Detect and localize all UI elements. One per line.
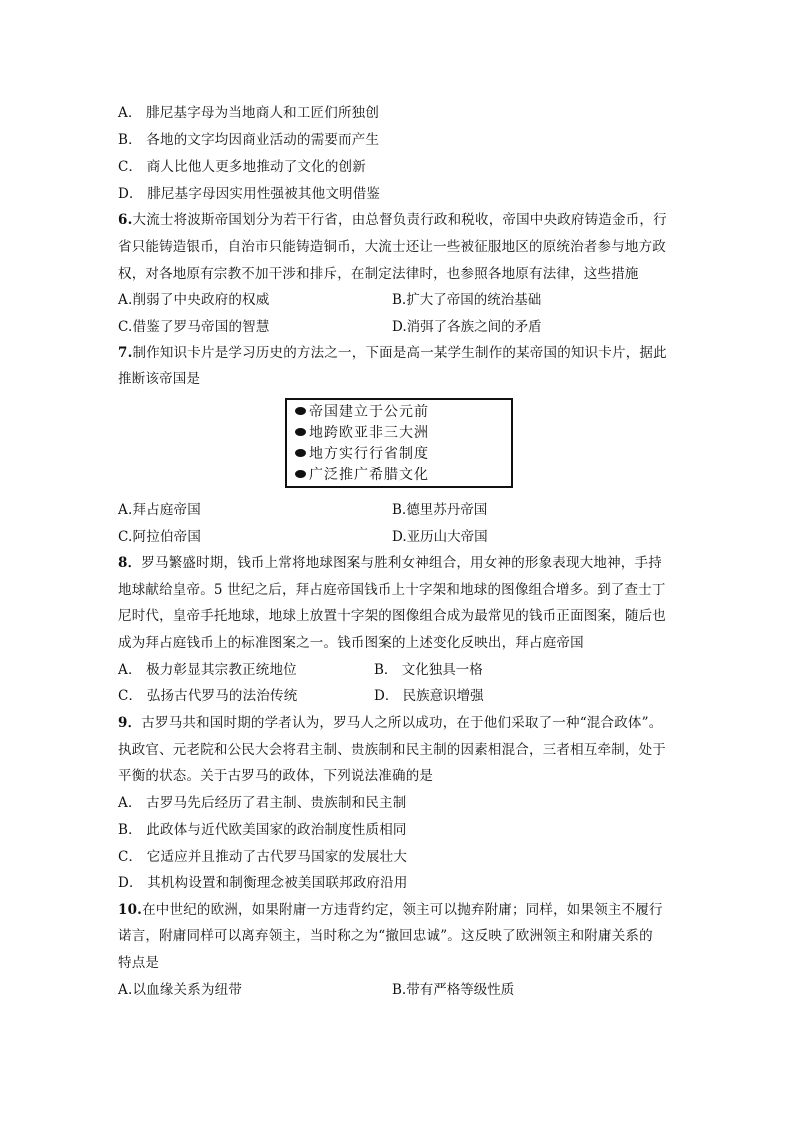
q9-option-c: C． 它适应并且推动了古代罗马国家的发展壮大: [118, 849, 408, 865]
q9-option-b: B． 此政体与近代欧美国家的政治制度性质相同: [118, 822, 407, 838]
q6-stem-line-3: 权，对各地原有宗教不加干涉和排斥，在制定法律时，也参照各地原有法律，这些措施: [118, 266, 639, 282]
q8-option-c: C． 弘扬古代罗马的法治传统: [118, 688, 298, 704]
q8-stem-line-4: 成为拜占庭钱币上的标准图案之一。钱币图案的上述变化反映出，拜占庭帝国: [118, 635, 584, 651]
q5-option-d: D． 腓尼基字母因实用性强被其他文明借鉴: [118, 186, 381, 202]
q7-number: 7.: [118, 345, 133, 361]
q9-stem-line-3: 平衡的状态。关于古罗马的政体，下列说法准确的是: [118, 768, 434, 784]
q7-stem-line-2: 推断该帝国是: [118, 371, 201, 387]
knowledge-card: [285, 398, 513, 488]
card-item-text: 帝国建立于公元前: [309, 404, 429, 420]
card-item: [295, 444, 511, 465]
card-item-text: 地方实行行省制度: [309, 446, 429, 462]
q10-text: 在中世纪的欧洲，如果附庸一方违背约定，领主可以抛弃附庸；同样，如果领主不履行: [142, 902, 663, 918]
q6-stem-line-1: [118, 210, 667, 230]
q10-stem-line-3: 特点是: [118, 955, 160, 971]
q10-option-b: B.带有严格等级性质: [392, 982, 515, 998]
card-item: [295, 402, 511, 423]
card-item: [295, 423, 511, 444]
q9-stem-line-1: [118, 713, 662, 733]
q9-option-d: D． 其机构设置和制衡理念被美国联邦政府沿用: [118, 875, 408, 891]
q5-option-b: B． 各地的文字均因商业活动的需要而产生: [118, 132, 380, 148]
q9-text: 古罗马共和国时期的学者认为，罗马人之所以成功，在于他们采取了一种“混合政体”。: [141, 715, 663, 731]
card-item-text: 地跨欧亚非三大洲: [309, 425, 429, 441]
q7-option-c: C.阿拉伯帝国: [118, 529, 202, 545]
q8-option-a: A． 极力彰显其宗教正统地位: [118, 662, 297, 678]
q10-option-a: A.以血缘关系为纽带: [118, 982, 243, 998]
q8-stem-line-2: 地球献给皇帝。5 世纪之后，拜占庭帝国钱币上十字架和地球的图像组合增多。到了查士丁: [118, 582, 666, 598]
q7-text: 制作知识卡片是学习历史的方法之一，下面是高一某学生制作的某帝国的知识卡片，据此: [132, 345, 667, 361]
q5-option-a: A． 腓尼基字母为当地商人和工匠们所独创: [118, 105, 380, 121]
q8-option-d: D． 民族意识增强: [374, 688, 484, 704]
q8-option-b: B． 文化独具一格: [374, 662, 483, 678]
q7-option-b: B.德里苏丹帝国: [392, 502, 488, 518]
q7-stem-line-1: [118, 343, 667, 363]
q6-number: 6.: [118, 212, 133, 228]
bullet-icon: [295, 428, 306, 436]
q8-stem-line-3: 尼时代，皇帝手托地球，地球上放置十字架的图像组合成为最常见的钱币正面图案，随后也: [118, 608, 666, 624]
q6-option-d: D.消弭了各族之间的矛盾: [392, 319, 542, 335]
q5-option-c: C． 商人比他人更多地推动了文化的创新: [118, 159, 366, 175]
q8-text: 罗马繁盛时期，钱币上常将地球图案与胜利女神组合，用女神的形象表现大地神，手持: [141, 555, 662, 571]
q10-stem-line-1: [118, 900, 663, 920]
q6-stem-line-2: 省只能铸造银币，自治市只能铸造铜币，大流士还让一些被征服地区的原统治者参与地方政: [118, 239, 666, 255]
card-item: [295, 465, 511, 486]
q9-number: 9．: [118, 715, 142, 731]
q10-stem-line-2: 诺言，附庸同样可以离弃领主，当时称之为“撤回忠诚”。这反映了欧洲领主和附庸关系的: [118, 928, 653, 944]
q6-option-c: C.借鉴了罗马帝国的智慧: [118, 319, 270, 335]
q9-option-a: A． 古罗马先后经历了君主制、贵族制和民主制: [118, 795, 407, 811]
bullet-icon: [295, 449, 306, 457]
q6-text: 大流士将波斯帝国划分为若干行省，由总督负责行政和税收，帝国中央政府铸造金币，行: [132, 212, 667, 228]
q6-option-b: B.扩大了帝国的统治基础: [392, 292, 542, 308]
q6-option-a: A.削弱了中央政府的权威: [118, 292, 270, 308]
card-item-text: 广泛推广希腊文化: [309, 467, 429, 483]
bullet-icon: [295, 470, 306, 478]
q7-option-d: D.亚历山大帝国: [392, 529, 488, 545]
q8-stem-line-1: [118, 553, 662, 573]
bullet-icon: [295, 407, 306, 415]
q8-number: 8．: [118, 555, 142, 571]
q9-stem-line-2: 执政官、元老院和公民大会将君主制、贵族制和民主制的因素相混合，三者相互牵制，处于: [118, 742, 666, 758]
q10-number: 10.: [118, 902, 143, 918]
q7-option-a: A.拜占庭帝国: [118, 502, 201, 518]
